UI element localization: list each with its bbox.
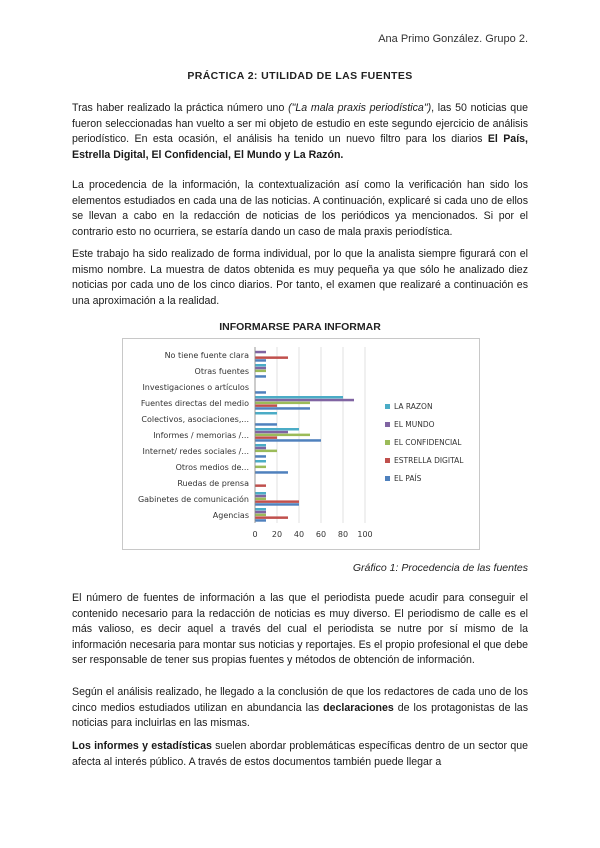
bar-el-mundo xyxy=(255,495,266,498)
method-paragraph: La procedencia de la información, la contextualización así como la verificación han sido los elementos estudiados en cada una de las noticias. A continuación, explicaré si cada uno de ellos se llevan a cabo en la redacción de noticias de los periódicos ya mencionados. Si por el contrario esto no ocurriera, se estaría dando un caso de mala praxis periodística. xyxy=(72,179,528,238)
bar-estrella-digital xyxy=(255,404,277,407)
conclusion-text-2: de los protagonistas de las noticias para incluirlas en las mismas. xyxy=(72,701,528,729)
intro-text-1: Tras haber realizado la práctica número uno xyxy=(72,102,289,114)
legend-label: EL CONFIDENCIAL xyxy=(394,438,462,447)
category-label: Agencias xyxy=(212,511,249,520)
chart-frame xyxy=(122,338,480,550)
bar-el-mundo xyxy=(255,367,266,370)
category-label: Internet/ redes sociales /... xyxy=(142,447,249,456)
bar-el-pa-s xyxy=(255,375,266,378)
legend-label: LA RAZON xyxy=(394,402,433,411)
conclusion-text-1: Según el análisis realizado, he llegado a la conclusión de que los redactores de cada uno de los cinco medios estudiados utilizan en abundancia las xyxy=(72,686,528,714)
bar-el-confidencial xyxy=(255,466,266,469)
bar-el-pa-s xyxy=(255,423,277,426)
category-label: Fuentes directas del medio xyxy=(140,399,249,408)
bar-el-confidencial xyxy=(255,370,266,373)
declarations-term: declaraciones xyxy=(323,701,394,714)
sources-paragraph: El número de fuentes de información a las que el periodista puede acudir para conseguir el contenido necesario para la redacción de noticias es muy diverso. El periodismo de calle es el más valioso, es decir aquel a través del cual el periodista se nutre por sí mismo de la información necesaria para montar sus noticias y reportajes. Es el propio profesional el que debe ser responsable de tener sus propias fuentes y métodos de obtención de información. xyxy=(72,592,528,666)
bar-el-mundo xyxy=(255,431,288,434)
sources-bar-chart xyxy=(123,339,479,549)
bar-el-pa-s xyxy=(255,439,321,442)
reports-text: suelen abordar problemáticas específicas dentro de un sector que afecta al interés público. A través de estos documentos también puede llegar a xyxy=(72,740,528,768)
bar-estrella-digital xyxy=(255,500,299,503)
bar-el-pa-s xyxy=(255,519,266,522)
legend-swatch xyxy=(385,422,390,427)
x-tick-label: 0 xyxy=(252,530,258,539)
bar-estrella-digital xyxy=(255,516,288,519)
bar-el-confidencial xyxy=(255,514,266,517)
bar-el-pa-s xyxy=(255,391,266,394)
category-label: Otras fuentes xyxy=(194,367,249,376)
bar-el-pa-s xyxy=(255,407,310,410)
bar-el-pa-s xyxy=(255,359,266,362)
legend-label: EL PAÍS xyxy=(394,474,422,483)
page-header-author: Ana Primo González. Grupo 2. xyxy=(378,33,528,45)
bar-estrella-digital xyxy=(255,484,266,487)
bar-el-mundo xyxy=(255,351,266,354)
reports-paragraph xyxy=(72,739,528,770)
bar-la-razon xyxy=(255,412,277,415)
sample-paragraph: Este trabajo ha sido realizado de forma individual, por lo que la analista siempre figurará con el mismo nombre. La muestra de datos obtenida es muy pequeña ya que sólo he analizado diez noticias por cada uno de los cinco diarios. Por tanto, el examen que realizaré a continuación es una aproximación a la realidad. xyxy=(72,248,528,307)
chart-caption: Gráfico 1: Procedencia de las fuentes xyxy=(352,562,528,574)
x-tick-label: 80 xyxy=(337,530,349,539)
category-label: Gabinetes de comunicación xyxy=(137,495,249,504)
category-label: Informes / memorias /... xyxy=(153,431,249,440)
legend-label: ESTRELLA DIGITAL xyxy=(394,456,464,465)
bar-el-confidencial xyxy=(255,450,277,453)
reports-term: Los informes y estadísticas xyxy=(72,740,212,752)
bar-el-mundo xyxy=(255,447,266,450)
bar-el-confidencial xyxy=(255,434,310,437)
bar-la-razon xyxy=(255,460,266,463)
document-title: PRÁCTICA 2: UTILIDAD DE LAS FUENTES xyxy=(187,70,413,82)
category-label: Colectivos, asociaciones,... xyxy=(141,415,249,424)
legend-label: EL MUNDO xyxy=(394,420,435,429)
bar-la-razon xyxy=(255,364,266,367)
category-label: No tiene fuente clara xyxy=(164,351,249,360)
bar-la-razon xyxy=(255,508,266,511)
intro-quote: ("La mala praxis periodística") xyxy=(288,102,432,114)
legend-swatch xyxy=(385,476,390,481)
legend-swatch xyxy=(385,404,390,409)
bar-el-confidencial xyxy=(255,498,266,501)
x-tick-label: 20 xyxy=(271,530,283,539)
category-label: Otros medios de... xyxy=(175,463,249,472)
bar-la-razon xyxy=(255,492,266,495)
bar-el-confidencial xyxy=(255,402,310,405)
bar-la-razon xyxy=(255,444,266,447)
x-tick-label: 60 xyxy=(315,530,327,539)
intro-paragraph xyxy=(72,101,528,163)
bar-el-pa-s xyxy=(255,455,266,458)
bar-el-pa-s xyxy=(255,471,288,474)
intro-text-2: , las 50 noticias que fueron seleccionadas han vuelto a ser mi objeto de estudio en este segundo ejercicio de análisis periodístico. En esta ocasión, el análisis ha tenido un nuevo filtro para los diarios xyxy=(72,102,528,145)
x-tick-label: 100 xyxy=(357,530,373,539)
newspaper-list: El País, Estrella Digital, El Confidencial, El Mundo y La Razón. xyxy=(72,133,528,161)
legend-swatch xyxy=(385,458,390,463)
x-tick-label: 40 xyxy=(293,530,305,539)
bar-la-razon xyxy=(255,428,299,431)
chart-title: INFORMARSE PARA INFORMAR xyxy=(219,321,381,333)
category-label: Ruedas de prensa xyxy=(177,479,249,488)
conclusion-paragraph xyxy=(72,685,528,732)
bar-la-razon xyxy=(255,396,343,399)
legend-swatch xyxy=(385,440,390,445)
bar-estrella-digital xyxy=(255,356,288,359)
bar-el-mundo xyxy=(255,511,266,514)
category-label: Investigaciones o artículos xyxy=(142,383,249,392)
bar-estrella-digital xyxy=(255,436,277,439)
bar-el-pa-s xyxy=(255,503,299,506)
bar-el-mundo xyxy=(255,399,354,402)
